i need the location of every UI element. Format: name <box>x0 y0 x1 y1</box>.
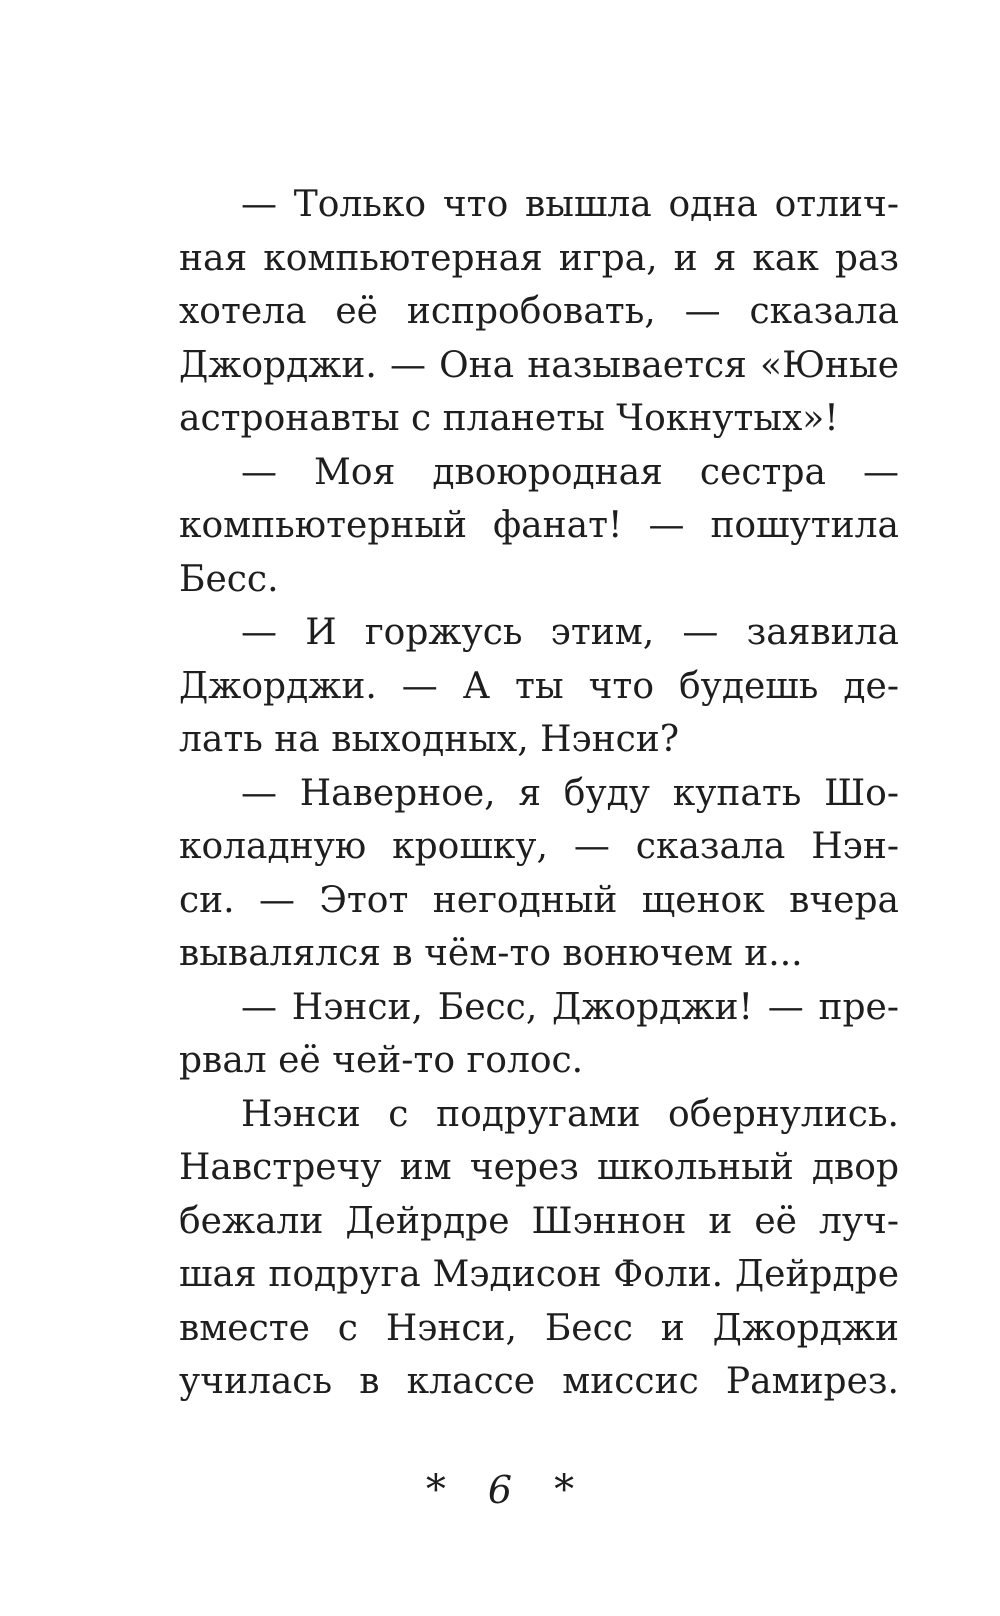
text-line: Джорджи. — А ты что будешь де- <box>179 665 899 707</box>
text-line: вместе с Нэнси, Бесс и Джорджи <box>179 1307 899 1349</box>
text-line: коладную крошку, — сказала Нэн- <box>179 826 899 867</box>
text-line: ная компьютерная игра, и я как раз <box>179 237 899 279</box>
page-number: 6 <box>487 1468 513 1512</box>
text-line: компьютерный фанат! — пошутила <box>179 505 899 546</box>
text-line: лать на выходных, Нэнси? <box>179 719 680 760</box>
text-line: Бесс. <box>179 558 279 600</box>
text-line: хотела её испробовать, — сказала <box>179 291 899 332</box>
text-line: Нэнси с подругами обернулись. <box>241 1093 899 1135</box>
text-line: рвал её чей-то голос. <box>179 1040 584 1081</box>
text-line: училась в классе миссис Рамирез. <box>179 1361 899 1402</box>
text-line: астронавты с планеты Чокнутых»! <box>179 398 839 439</box>
text-line: — Наверное, я буду купать Шо- <box>241 772 899 814</box>
text-line: шая подруга Мэдисон Фоли. Дейрдре <box>179 1254 899 1295</box>
text-line: Навстречу им через школьный двор <box>179 1147 899 1188</box>
star-ornament-icon: * <box>554 1467 575 1513</box>
text-line: бежали Дейрдре Шэннон и её луч- <box>179 1200 899 1242</box>
text-line: си. — Этот негодный щенок вчера <box>179 879 899 921</box>
text-line: — И горжусь этим, — заявила <box>241 612 899 653</box>
text-line: вывалялся в чём-то вонючем и... <box>179 933 803 974</box>
text-line: Джорджи. — Она называется «Юные <box>179 344 899 386</box>
text-line: — Моя двоюродная сестра — <box>241 451 899 493</box>
text-line: — Нэнси, Бесс, Джорджи! — пре- <box>241 986 899 1028</box>
page-footer <box>0 1460 1000 1520</box>
star-ornament-icon: * <box>425 1467 446 1513</box>
text-line: — Только что вышла одна отлич- <box>241 184 899 225</box>
body-text <box>179 178 899 1409</box>
